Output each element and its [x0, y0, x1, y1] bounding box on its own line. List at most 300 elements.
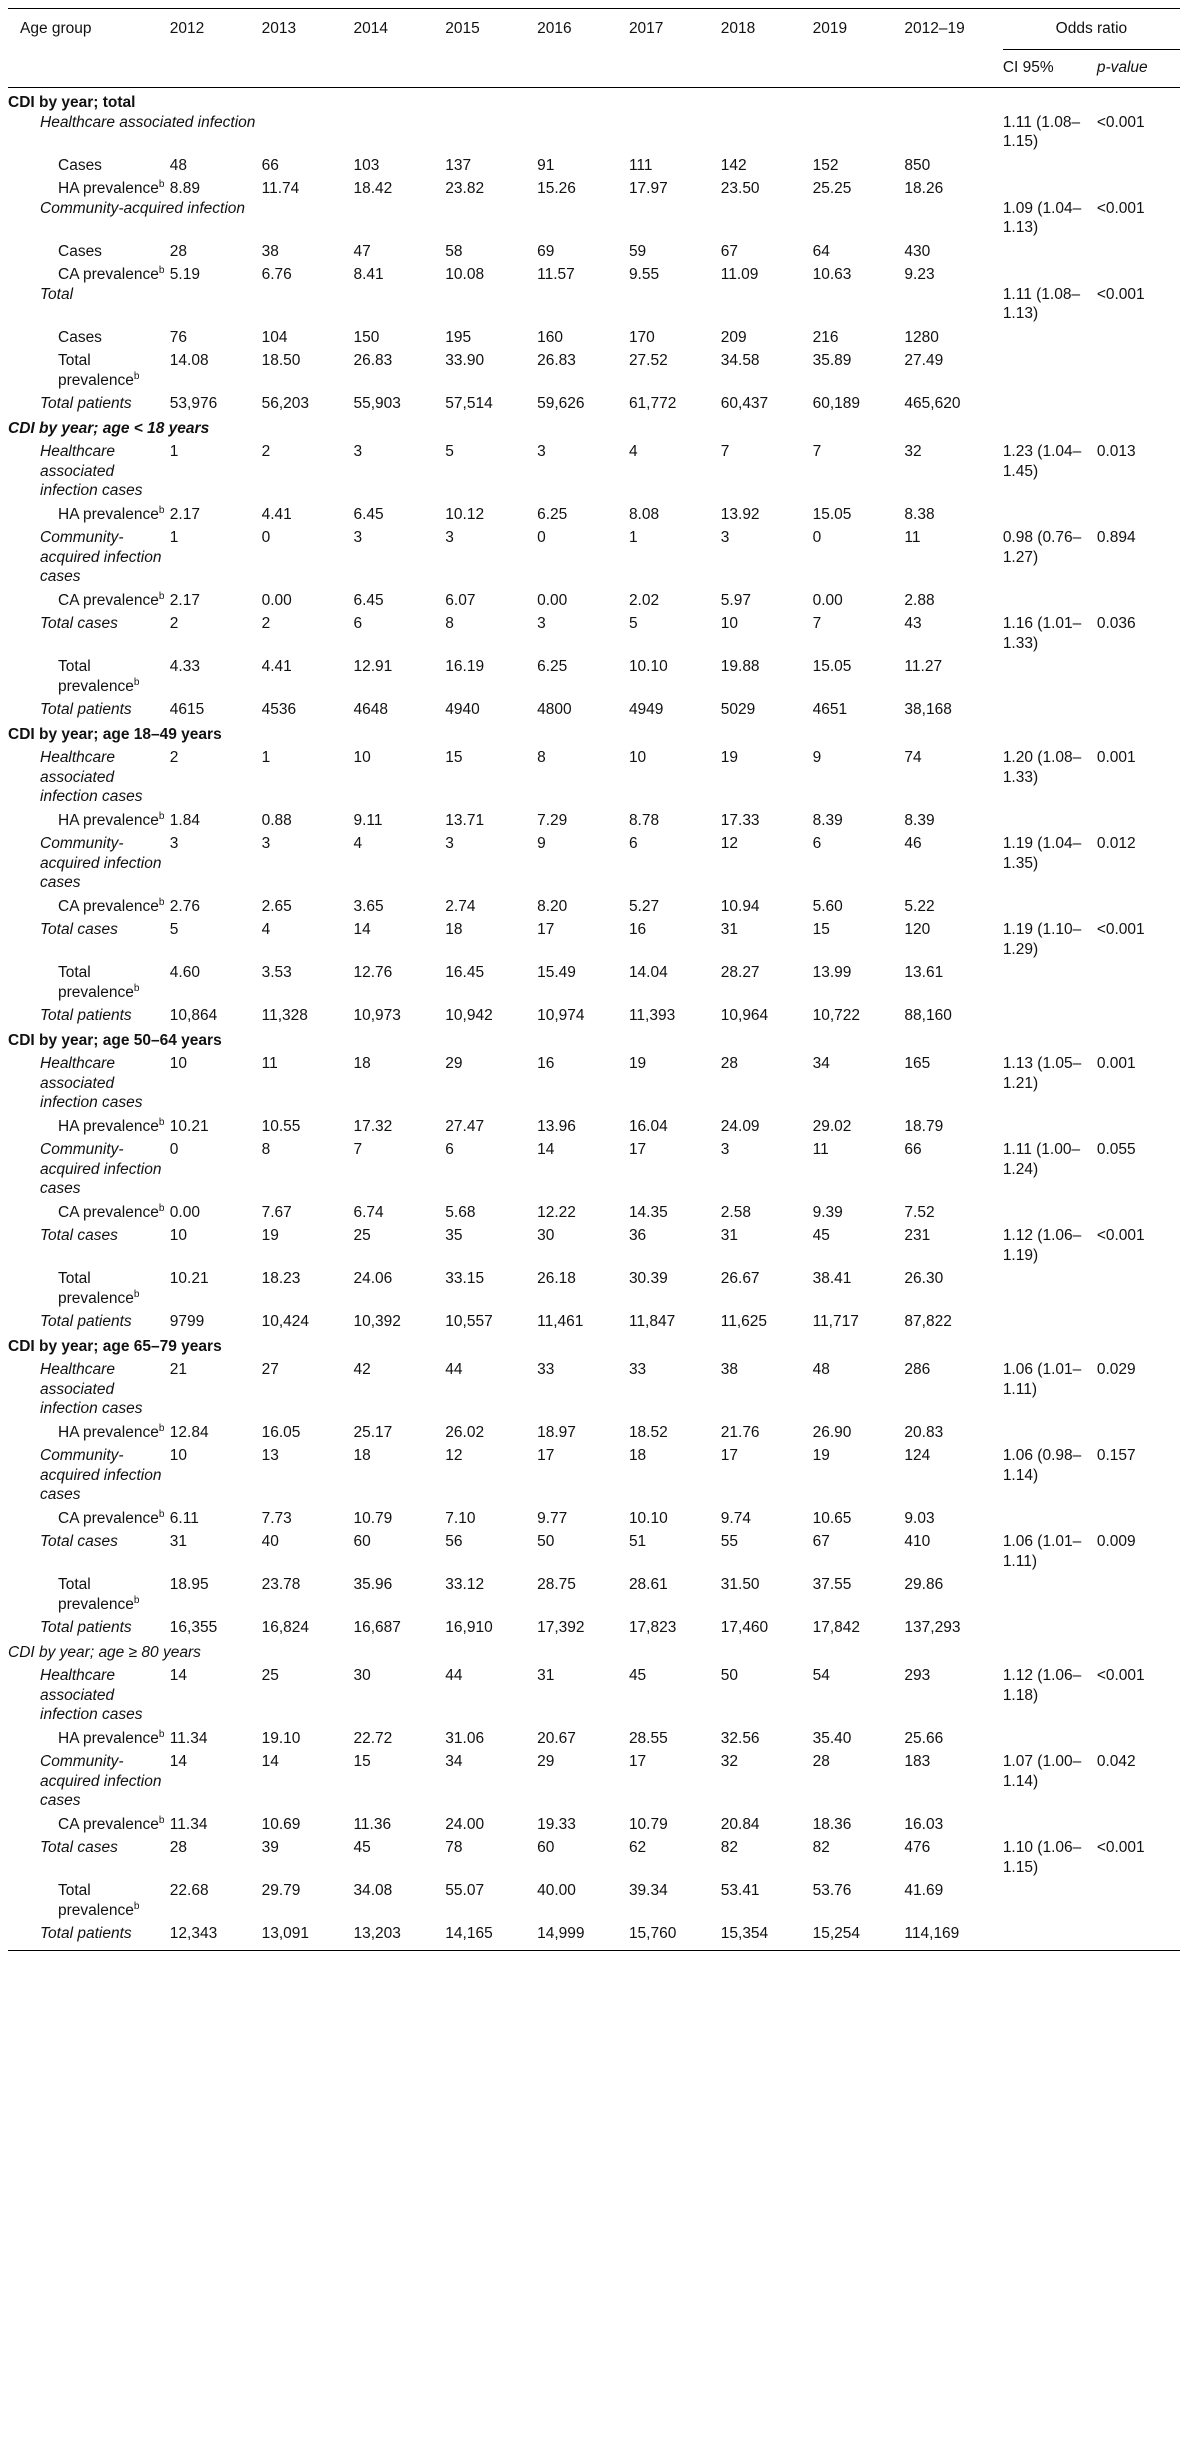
- table-cell: 8.39: [812, 811, 843, 829]
- row-label-text: Cases: [58, 242, 102, 260]
- table-cell: 26.67: [720, 1270, 760, 1287]
- row-label-text: HA prevalence: [58, 505, 159, 523]
- table-cell: 26.83: [537, 352, 576, 369]
- table-cell: 3: [261, 835, 271, 852]
- pvalue-cell: [1097, 1920, 1180, 1950]
- table-cell: 26.18: [537, 1270, 576, 1287]
- table-row: [8, 959, 1180, 1002]
- table-cell: 35.96: [353, 1576, 393, 1593]
- table-cell: 13,203: [353, 1920, 445, 1950]
- table-cell: 32.56: [720, 1729, 760, 1747]
- section-header-row: [8, 1332, 1180, 1357]
- table-row: [8, 1222, 1180, 1265]
- table-cell: 5.19: [169, 266, 200, 283]
- table-cell: 10,392: [353, 1313, 401, 1330]
- subheader-row: [8, 49, 1180, 88]
- row-label: [8, 1199, 170, 1223]
- footnote-marker: b: [133, 1900, 140, 1912]
- pvalue-cell: [1097, 238, 1180, 262]
- table-cell: 3: [537, 443, 546, 460]
- table-cell: 0: [261, 529, 271, 546]
- table-cell: 15: [812, 921, 830, 938]
- table-cell: 13.96: [537, 1117, 576, 1135]
- table-cell: 209: [720, 328, 747, 346]
- table-cell: 39.34: [628, 1882, 668, 1899]
- table-cell: 38: [261, 242, 279, 260]
- row-label-text: CA prevalence: [58, 1509, 159, 1527]
- row-label: [8, 1571, 170, 1614]
- table-cell: 16,687: [353, 1619, 401, 1636]
- table-cell: 18.79: [904, 1117, 944, 1135]
- table-cell: 5.60: [812, 897, 843, 915]
- table-cell: 29.79: [261, 1882, 301, 1899]
- row-label: [8, 1356, 170, 1419]
- table-cell: 10.79: [628, 1815, 668, 1833]
- table-row: [8, 1002, 1180, 1026]
- table-cell: 8: [537, 749, 546, 766]
- table-body: [8, 88, 1180, 1951]
- table-cell: 31.50: [720, 1576, 760, 1593]
- row-label: [8, 1877, 170, 1920]
- table-cell: 14,999: [537, 1920, 629, 1950]
- row-label-text: Healthcare associated infection cases: [40, 749, 143, 805]
- ci-cell: 1.16 (1.01–1.33): [1002, 615, 1082, 652]
- ci-cell: 1.11 (1.08–1.15): [1002, 113, 1081, 150]
- table-row: [8, 285, 1180, 324]
- ci-cell: [1003, 1265, 1097, 1308]
- table-cell: 64: [812, 242, 830, 260]
- table-cell: 3: [720, 1141, 730, 1158]
- ci-cell: [1003, 1877, 1097, 1920]
- table-cell: 231: [904, 1227, 931, 1244]
- table-cell: 45: [628, 1667, 647, 1684]
- table-cell: 3: [353, 443, 363, 460]
- table-cell: 8: [261, 1141, 271, 1158]
- pvalue-cell: 0.013: [1096, 443, 1136, 460]
- table-cell: 13.71: [445, 811, 485, 829]
- table-cell: 6: [353, 615, 363, 632]
- table-cell: 17,842: [812, 1619, 861, 1636]
- table-cell: 13.61: [904, 964, 944, 981]
- table-cell: 31: [169, 1533, 188, 1550]
- section-title: CDI by year; age 50–64 years: [8, 1031, 222, 1049]
- table-cell: 38,168: [904, 701, 952, 718]
- table-cell: 91: [537, 156, 555, 174]
- subheader-spacer: [8, 49, 1003, 88]
- table-cell: 6.25: [537, 658, 568, 675]
- table-cell: 4536: [261, 701, 297, 718]
- table-cell: 0.00: [537, 591, 568, 609]
- table-cell: 13: [261, 1447, 279, 1464]
- row-label-text: Healthcare associated infection cases: [40, 1055, 143, 1111]
- table-cell: 124: [904, 1447, 931, 1464]
- table-row: [8, 113, 1180, 152]
- table-cell: 120: [904, 921, 931, 938]
- row-label-text: CA prevalence: [58, 1203, 159, 1221]
- row-label-text: Cases: [58, 156, 102, 174]
- table-cell: 48: [169, 156, 188, 174]
- year-header: 2013: [262, 9, 354, 50]
- table-cell: 27: [261, 1361, 279, 1378]
- pvalue-cell: [1097, 1419, 1180, 1443]
- table-cell: 0.00: [261, 591, 292, 609]
- pvalue-cell: <0.001: [1096, 1227, 1145, 1244]
- table-cell: 4949: [628, 701, 664, 718]
- row-label-text: Total patients: [40, 395, 132, 412]
- table-cell: 38: [720, 1361, 739, 1378]
- table-cell: 142: [720, 156, 747, 174]
- row-label: [8, 653, 170, 696]
- table-cell: 17.33: [720, 811, 760, 829]
- year-header: 2019: [813, 9, 905, 50]
- pvalue-cell: [1097, 1614, 1180, 1638]
- row-label: [8, 1136, 170, 1199]
- table-row: [8, 653, 1180, 696]
- table-cell: 41.69: [904, 1882, 944, 1899]
- row-label: [8, 1419, 170, 1443]
- table-cell: 15,760: [629, 1920, 721, 1950]
- table-cell: 3: [720, 529, 730, 546]
- pvalue-header: p-value: [1097, 49, 1180, 88]
- pvalue-cell: [1097, 347, 1180, 390]
- table-cell: 25.25: [812, 180, 852, 197]
- table-cell: 46: [904, 835, 922, 852]
- ci-cell: [1003, 1419, 1097, 1443]
- row-label-text: CA prevalence: [58, 1815, 159, 1833]
- table-cell: 10.10: [628, 1509, 668, 1527]
- table-row: [8, 1614, 1180, 1638]
- table-cell: 25.17: [353, 1423, 393, 1441]
- table-cell: 19.88: [720, 658, 760, 675]
- table-cell: 114,169: [904, 1920, 1002, 1950]
- table-cell: 29: [537, 1753, 555, 1770]
- table-cell: 1280: [904, 328, 939, 346]
- table-cell: 8: [445, 615, 454, 632]
- row-label-text: CA prevalence: [58, 897, 159, 915]
- row-label: [8, 347, 170, 390]
- table-cell: 15.49: [537, 964, 576, 981]
- table-row: [8, 199, 1180, 238]
- table-cell: 12,343: [170, 1920, 262, 1950]
- ci-cell: [1003, 261, 1097, 285]
- table-cell: 9: [812, 749, 822, 766]
- table-cell: 29.02: [812, 1117, 852, 1135]
- table-cell: 53,976: [169, 395, 218, 412]
- table-cell: 67: [812, 1533, 830, 1550]
- table-cell: 26.30: [904, 1270, 944, 1287]
- table-cell: 36: [628, 1227, 647, 1244]
- row-label: [8, 587, 170, 611]
- table-cell: 476: [904, 1839, 931, 1856]
- pvalue-cell: [1097, 587, 1180, 611]
- ci-cell: [1003, 175, 1097, 199]
- table-cell: 42: [353, 1361, 371, 1378]
- table-row: [8, 744, 1180, 807]
- table-row: [8, 390, 1180, 414]
- table-cell: 35.40: [812, 1729, 852, 1747]
- table-cell: 11.57: [537, 266, 575, 283]
- table-row: [8, 830, 1180, 893]
- table-cell: 11,847: [628, 1313, 676, 1330]
- table-cell: 104: [261, 328, 288, 346]
- table-cell: 18.52: [628, 1423, 668, 1441]
- pvalue-cell: [1097, 390, 1180, 414]
- table-cell: 11.34: [169, 1729, 208, 1747]
- table-cell: 17,392: [537, 1619, 585, 1636]
- table-cell: 10: [169, 1055, 188, 1072]
- table-cell: 27.52: [628, 352, 668, 369]
- table-cell: 16: [628, 921, 647, 938]
- table-cell: 24.06: [353, 1270, 393, 1287]
- ci-cell: 1.06 (1.01–1.11): [1002, 1533, 1082, 1570]
- ci-cell: [1003, 893, 1097, 917]
- pvalue-cell: 0.001: [1096, 1055, 1136, 1072]
- table-cell: 55.07: [445, 1882, 485, 1899]
- age-group-header: Age group: [8, 9, 170, 50]
- table-cell: 31: [720, 921, 739, 938]
- table-cell: 850: [904, 156, 931, 174]
- table-cell: 23.82: [445, 180, 485, 197]
- table-cell: 6.45: [353, 591, 384, 609]
- table-cell: 8.08: [628, 505, 660, 523]
- table-cell: 1: [169, 443, 179, 460]
- table-cell: 12.76: [353, 964, 393, 981]
- table-cell: 18.26: [904, 180, 944, 197]
- table-cell: 53.76: [812, 1882, 852, 1899]
- table-cell: 9.39: [812, 1203, 843, 1221]
- table-cell: 3: [353, 529, 363, 546]
- table-cell: 33.90: [445, 352, 485, 369]
- table-cell: 48: [812, 1361, 830, 1378]
- table-row: [8, 1136, 1180, 1199]
- table-cell: 18: [628, 1447, 647, 1464]
- table-cell: 62: [628, 1839, 647, 1856]
- table-cell: 0: [537, 529, 546, 546]
- row-label-text: Total cases: [40, 1533, 118, 1550]
- table-cell: 5.68: [445, 1203, 476, 1221]
- pvalue-cell: [1097, 501, 1180, 525]
- table-cell: 11,461: [537, 1313, 584, 1330]
- row-label-text: HA prevalence: [58, 1423, 159, 1441]
- row-label: [8, 524, 170, 587]
- pvalue-cell: [1097, 261, 1180, 285]
- table-cell: 0: [812, 529, 822, 546]
- table-cell: 33: [537, 1361, 555, 1378]
- table-cell: 8.78: [628, 811, 660, 829]
- table-cell: 7.67: [261, 1203, 292, 1221]
- pvalue-cell: [1097, 1308, 1180, 1332]
- footnote-marker: b: [158, 178, 165, 190]
- footnote-marker: b: [158, 1422, 165, 1434]
- ci-cell: [1003, 347, 1097, 390]
- table-cell: 87,822: [904, 1313, 952, 1330]
- table-cell: 31: [537, 1667, 555, 1684]
- table-cell: 32: [720, 1753, 739, 1770]
- table-cell: 16,910: [445, 1619, 493, 1636]
- pvalue-cell: <0.001: [1096, 199, 1145, 217]
- table-cell: 2.17: [169, 591, 200, 609]
- table-cell: 66: [261, 156, 279, 174]
- pvalue-cell: [1097, 1505, 1180, 1529]
- pvalue-cell: <0.001: [1096, 1839, 1145, 1856]
- table-cell: 8.38: [904, 505, 935, 523]
- ci-cell: [1003, 587, 1097, 611]
- ci-cell: 1.09 (1.04–1.13): [1002, 199, 1082, 236]
- table-cell: 10.08: [445, 266, 485, 283]
- table-cell: 28: [720, 1055, 739, 1072]
- ci-cell: [1003, 1113, 1097, 1137]
- row-label-text: Total patients: [40, 1619, 132, 1636]
- table-cell: 67: [720, 242, 739, 260]
- year-header: 2016: [537, 9, 629, 50]
- table-cell: 6.25: [537, 505, 568, 523]
- pvalue-cell: 0.894: [1096, 529, 1136, 546]
- table-cell: 14: [537, 1141, 555, 1158]
- table-cell: 37.55: [812, 1576, 852, 1593]
- ci-header: CI 95%: [1003, 49, 1097, 88]
- table-cell: 16,355: [169, 1619, 218, 1636]
- table-cell: 33.15: [445, 1270, 485, 1287]
- table-cell: 16.45: [445, 964, 485, 981]
- pvalue-cell: [1097, 152, 1180, 176]
- table-cell: 45: [812, 1227, 830, 1244]
- table-cell: 47: [353, 242, 371, 260]
- table-cell: 10,722: [812, 1007, 861, 1024]
- table-cell: 3.53: [261, 964, 292, 981]
- row-label: [8, 1265, 170, 1308]
- table-cell: 74: [904, 749, 922, 766]
- table-cell: 11.27: [904, 658, 943, 675]
- table-cell: 17: [537, 921, 555, 938]
- table-cell: 8.20: [537, 897, 568, 915]
- table-cell: 10,864: [169, 1007, 218, 1024]
- table-cell: 82: [812, 1839, 830, 1856]
- table-cell: 39: [261, 1839, 279, 1856]
- table-row: [8, 893, 1180, 917]
- table-cell: 30: [353, 1667, 371, 1684]
- year-header: 2017: [629, 9, 721, 50]
- table-cell: 17,460: [720, 1619, 769, 1636]
- table-cell: 60: [353, 1533, 371, 1550]
- table-cell: 4: [628, 443, 638, 460]
- ci-cell: [1003, 1199, 1097, 1223]
- section-header-row: [8, 88, 1180, 113]
- table-cell: 10.65: [812, 1509, 852, 1527]
- table-cell: 10: [169, 1227, 188, 1244]
- table-row: [8, 1725, 1180, 1749]
- table-cell: 20.83: [904, 1423, 944, 1441]
- table-cell: 3: [537, 615, 546, 632]
- table-cell: 0.88: [261, 811, 292, 829]
- table-cell: 44: [445, 1667, 463, 1684]
- table-cell: 25: [353, 1227, 371, 1244]
- table-cell: 43: [904, 615, 922, 632]
- table-cell: 55: [720, 1533, 739, 1550]
- row-label: [8, 1113, 170, 1137]
- table-row: [8, 807, 1180, 831]
- table-cell: 11: [261, 1055, 278, 1072]
- table-cell: 54: [812, 1667, 830, 1684]
- row-label: [8, 1222, 170, 1265]
- row-label-text: Total patients: [40, 1007, 132, 1024]
- table-cell: 7: [812, 615, 822, 632]
- table-cell: 9.03: [904, 1509, 935, 1527]
- table-cell: 10.21: [169, 1117, 209, 1135]
- table-cell: 23.78: [261, 1576, 301, 1593]
- pvalue-cell: 0.055: [1096, 1141, 1136, 1158]
- table-cell: 19: [812, 1447, 830, 1464]
- table-cell: 18: [353, 1447, 371, 1464]
- row-label-text: CA prevalence: [58, 591, 159, 609]
- table-cell: 14: [169, 1753, 188, 1770]
- ci-cell: [1003, 1505, 1097, 1529]
- table-cell: 293: [904, 1667, 931, 1684]
- table-cell: 31: [720, 1227, 739, 1244]
- table-cell: 4.60: [169, 964, 200, 981]
- table-cell: 10,973: [353, 1007, 401, 1024]
- table-cell: 12.91: [353, 658, 393, 675]
- table-cell: 6.11: [169, 1509, 199, 1527]
- table-cell: 15.26: [537, 180, 576, 197]
- ci-cell: 1.19 (1.04–1.35): [1002, 835, 1082, 872]
- row-label-text: Total prevalence: [58, 1270, 134, 1307]
- table-cell: 1: [261, 749, 271, 766]
- table-cell: 5: [445, 443, 454, 460]
- footnote-marker: b: [133, 370, 140, 382]
- pvalue-cell: [1097, 1877, 1180, 1920]
- table-cell: 10.94: [720, 897, 760, 915]
- table-cell: 19: [261, 1227, 279, 1244]
- table-cell: 137: [445, 156, 472, 174]
- table-cell: 103: [353, 156, 380, 174]
- table-cell: 15: [445, 749, 463, 766]
- row-label: [8, 610, 170, 653]
- row-label-text: Total prevalence: [58, 352, 134, 389]
- row-label-text: Healthcare associated infection cases: [40, 1361, 143, 1417]
- table-cell: 10: [720, 615, 739, 632]
- table-row: [8, 610, 1180, 653]
- table-cell: 19.10: [261, 1729, 301, 1747]
- row-label: [8, 1662, 170, 1725]
- table-cell: 2: [261, 443, 271, 460]
- table-cell: 410: [904, 1533, 931, 1550]
- ci-cell: [1003, 653, 1097, 696]
- table-cell: 15.05: [812, 505, 852, 523]
- table-cell: 24.00: [445, 1815, 485, 1833]
- table-row: [8, 152, 1180, 176]
- row-label-text: Total prevalence: [58, 1882, 134, 1919]
- table-row: [8, 1811, 1180, 1835]
- table-cell: 16.03: [904, 1815, 944, 1833]
- table-cell: 56: [445, 1533, 463, 1550]
- table-cell: 2.58: [720, 1203, 751, 1221]
- row-label: [8, 1442, 170, 1505]
- row-label: [8, 152, 170, 176]
- table-cell: 7.73: [261, 1509, 292, 1527]
- footnote-marker: b: [133, 1288, 140, 1300]
- section-header-row: [8, 1026, 1180, 1051]
- row-label: [8, 1748, 170, 1811]
- table-cell: 18.42: [353, 180, 393, 197]
- table-cell: 3.65: [353, 897, 384, 915]
- table-cell: 28: [169, 1839, 188, 1856]
- ci-cell: 1.13 (1.05–1.21): [1002, 1055, 1082, 1092]
- row-label-text: Total patients: [40, 1925, 132, 1942]
- table-cell: 7.10: [445, 1509, 476, 1527]
- table-cell: 10.63: [812, 266, 852, 283]
- table-cell: 15.05: [812, 658, 852, 675]
- ci-cell: [1003, 1571, 1097, 1614]
